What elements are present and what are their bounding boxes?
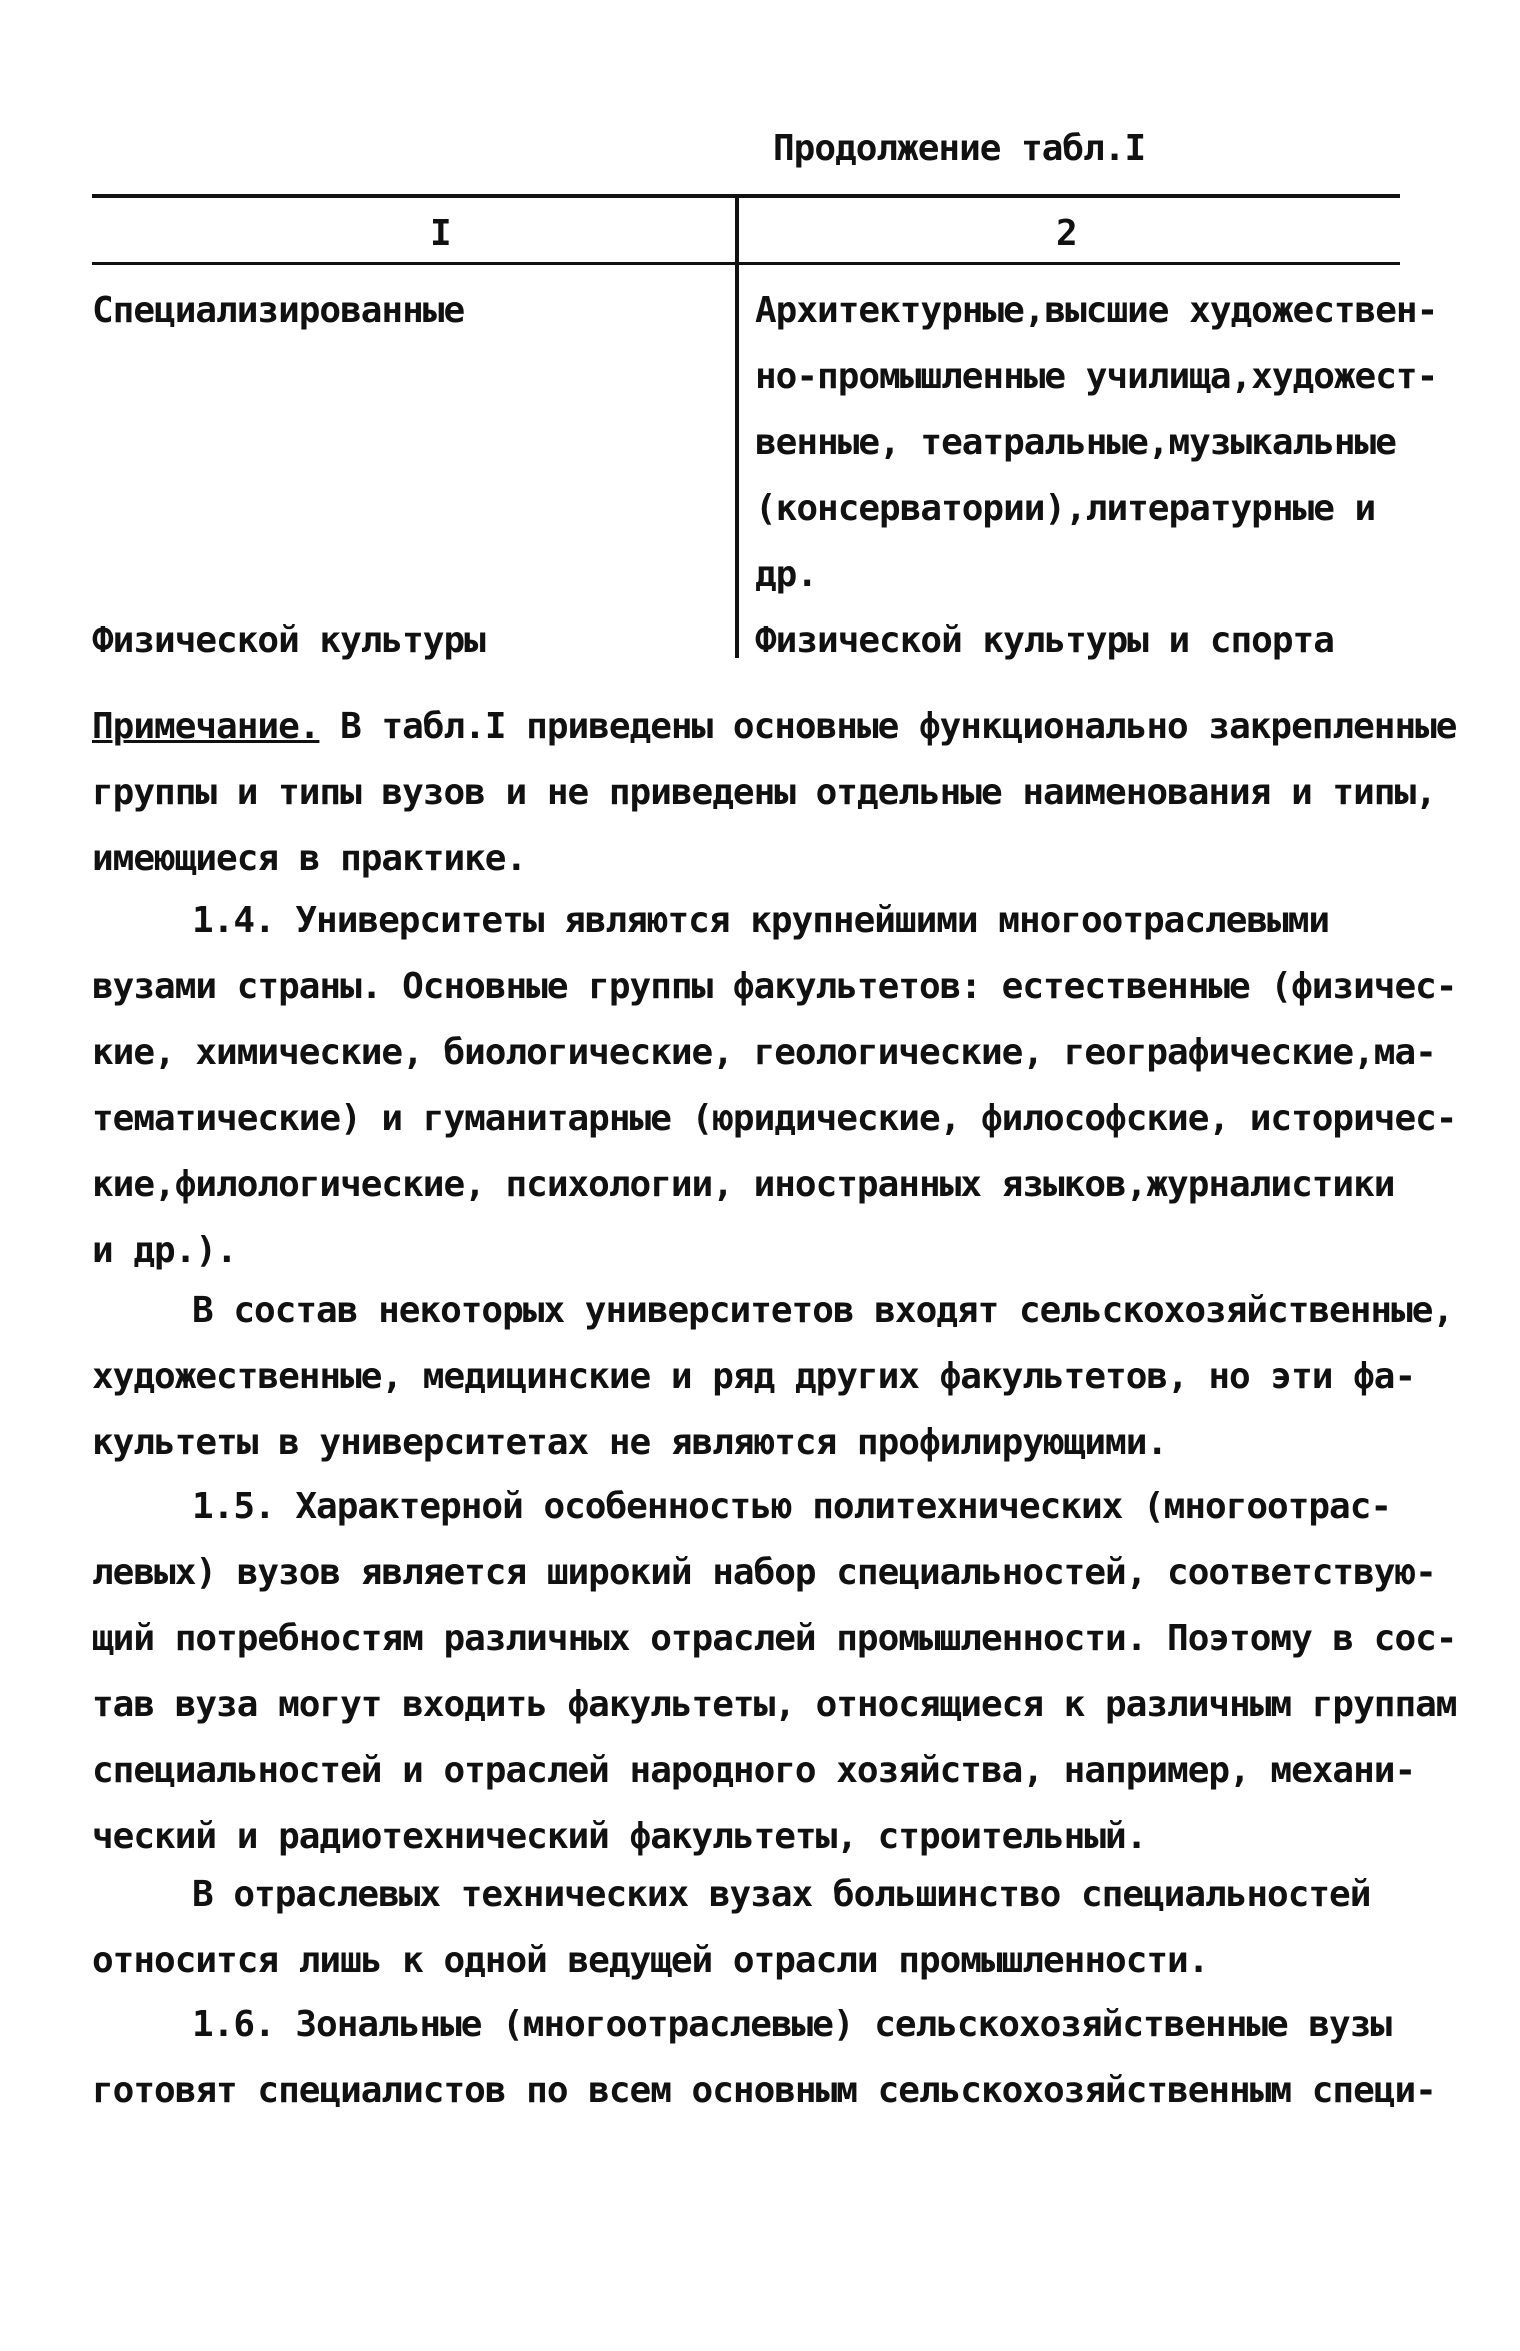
note-label: Примечание.	[92, 706, 320, 747]
table-column-2-number: 2	[1056, 213, 1078, 254]
note-line: группы и типы вузов и не приведены отдельные наименования и типы,	[92, 772, 1436, 813]
paragraph-line: 1.6. Зональные (многоотраслевые) сельскохозяйственные вузы	[192, 2004, 1392, 2045]
table-row-1-col2-line: (консерватории),литературные и	[755, 488, 1376, 529]
paragraph-line: тематические) и гуманитарные (юридические, философские, историчес-	[92, 1098, 1457, 1139]
table-row-1-col2	[755, 278, 1437, 608]
paragraph-line: В отраслевых технических вузах большинство специальностей	[192, 1874, 1371, 1915]
table-row-2-col2-line: Физической культуры и спорта	[755, 620, 1334, 661]
paragraph-line: кие,филологические, психологии, иностранных языков,журналистики	[92, 1164, 1395, 1205]
table-column-divider	[735, 196, 739, 658]
table-row-1-col2-line: др.	[755, 554, 818, 595]
table-row-1-col1: Специализированные	[92, 290, 465, 331]
table-top-rule	[92, 194, 1400, 198]
paragraph-line: вузами страны. Основные группы факультетов: естественные (физичес-	[92, 966, 1457, 1007]
note-line: имеющиеся в практике.	[92, 838, 527, 879]
paragraph-line: В состав некоторых университетов входят сельскохозяйственные,	[192, 1290, 1454, 1331]
table-row-2-col1: Физической культуры	[92, 620, 485, 661]
paragraph-line: специальностей и отраслей народного хозяйства, например, механи-	[92, 1750, 1416, 1791]
paragraph-line: щий потребностям различных отраслей промышленности. Поэтому в сос-	[92, 1618, 1457, 1659]
paragraph-line: ческий и радиотехнический факультеты, строительный.	[92, 1816, 1147, 1857]
table-caption: Продолжение табл.I	[773, 128, 1146, 169]
paragraph-line: левых) вузов является широкий набор специальностей, соответствую-	[92, 1552, 1436, 1593]
paragraph-line: 1.5. Характерной особенностью политехнических (многоотрас-	[192, 1486, 1392, 1527]
table-note	[92, 694, 1457, 892]
paragraph-line: художественные, медицинские и ряд других факультетов, но эти фа-	[92, 1356, 1416, 1397]
table-header-rule	[92, 262, 1400, 265]
paragraph-line: относится лишь к одной ведущей отрасли промышленности.	[92, 1940, 1209, 1981]
table-row-1-col2-line: но-промышленные училища,художест-	[755, 356, 1438, 397]
paragraph-1-4	[92, 888, 1457, 1284]
paragraph-line: кие, химические, биологические, геологические, географические,ма-	[92, 1032, 1436, 1073]
note-line	[92, 694, 1457, 760]
paragraph-1-5	[92, 1474, 1457, 1870]
note-line-1-text: В табл.I приведены основные функционально закрепленные	[319, 706, 1457, 747]
table-row-1-col2-line: Архитектурные,высшие художествен-	[755, 290, 1438, 331]
table-column-1-number: I	[430, 213, 452, 254]
table-row-2-col2	[755, 608, 1334, 674]
table-row-1-col2-line: венные, театральные,музыкальные	[755, 422, 1396, 463]
paragraph-line: тав вуза могут входить факультеты, относящиеся к различным группам	[92, 1684, 1457, 1725]
paragraph-line: и др.).	[92, 1230, 237, 1271]
paragraph-line: 1.4. Университеты являются крупнейшими многоотраслевыми	[192, 900, 1330, 941]
paragraph-line: готовят специалистов по всем основным сельскохозяйственным специ-	[92, 2070, 1436, 2111]
paragraph-branch-technical-universities	[92, 1862, 1437, 1994]
paragraph-line: культеты в университетах не являются профилирующими.	[92, 1422, 1168, 1463]
paragraph-1-6	[92, 1992, 1437, 2124]
paragraph-universities-faculties	[92, 1278, 1454, 1476]
